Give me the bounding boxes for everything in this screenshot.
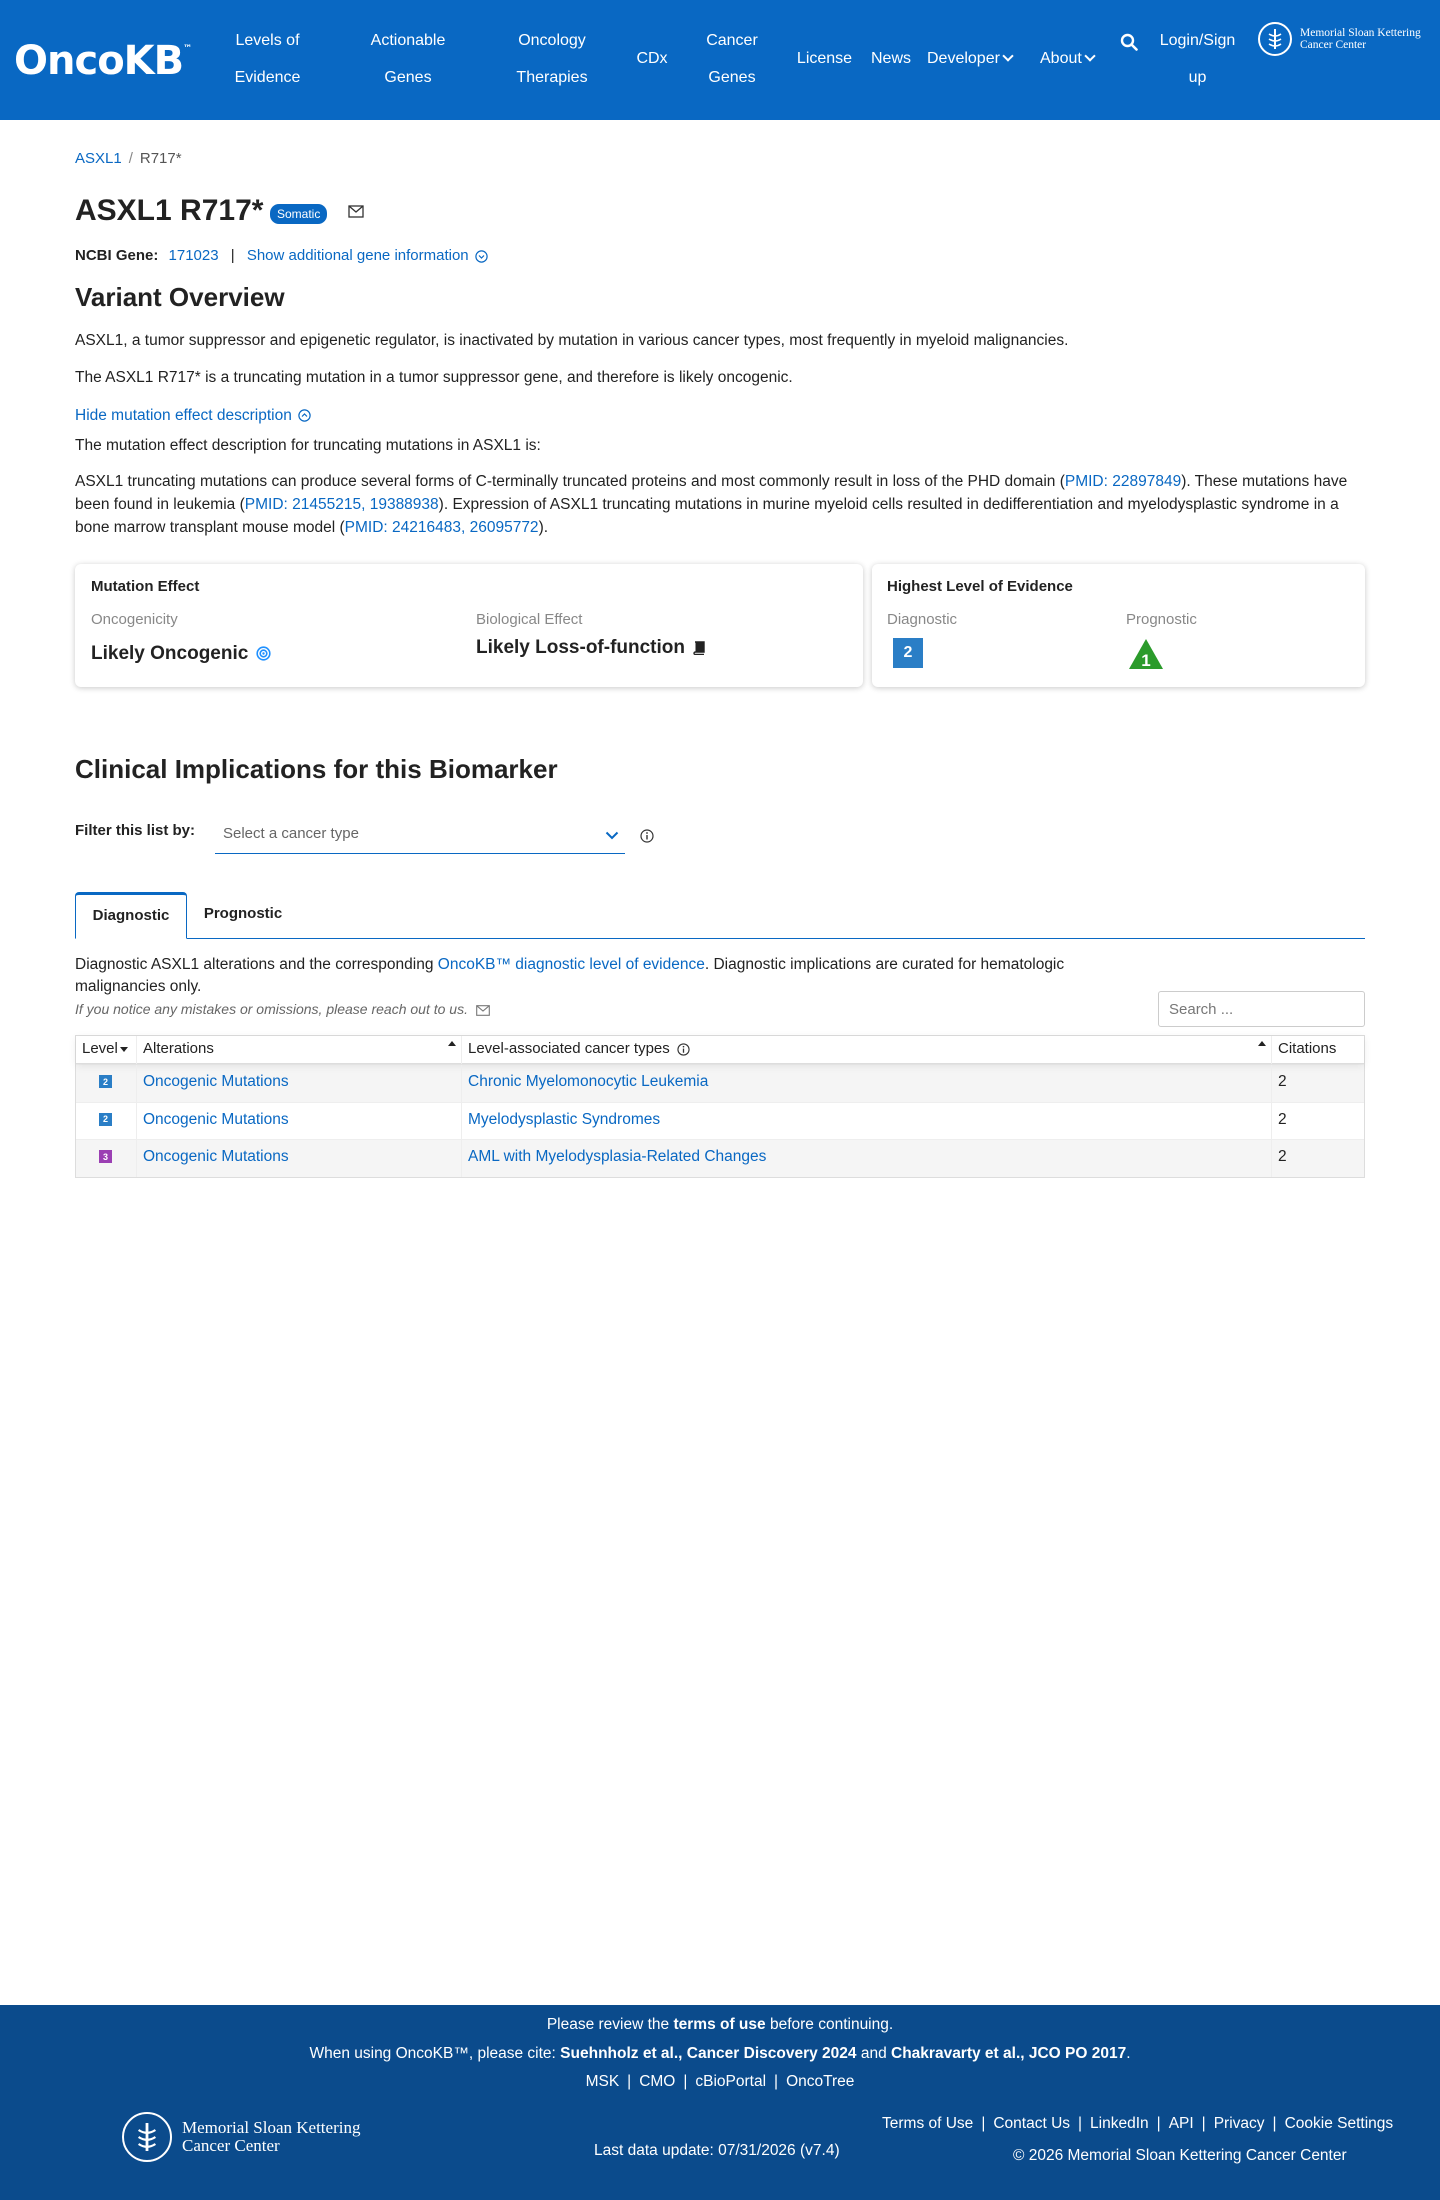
msk-name-line1: Memorial Sloan Kettering	[1300, 27, 1421, 39]
chevron-down-icon	[1084, 50, 1095, 61]
level-2-icon[interactable]: 2	[99, 1075, 112, 1088]
nav-about[interactable]	[1040, 49, 1110, 69]
table-search-input[interactable]	[1158, 991, 1365, 1027]
cite-text-2: and	[856, 2045, 892, 2062]
oncogenicity-text: Likely Oncogenic	[91, 643, 249, 664]
alteration-cell	[137, 1140, 462, 1177]
nav-developer-label: Developer	[927, 50, 1000, 67]
gene-summary: ASXL1, a tumor suppressor and epigenetic regulator, is inactivated by mutation in various cancer types, most frequently in myeloid malignancies.	[75, 332, 1069, 349]
level-2-icon[interactable]: 2	[99, 1113, 112, 1126]
col-header-citations[interactable]: Citations	[1278, 1040, 1337, 1057]
nav-oncology-therapies[interactable]	[502, 22, 602, 96]
alteration-link[interactable]: Oncogenic Mutations	[143, 1110, 289, 1128]
info-icon[interactable]	[677, 1043, 690, 1056]
level-3-icon[interactable]: 3	[99, 1150, 112, 1163]
chevron-down-icon	[1002, 50, 1013, 61]
gene-info-divider: |	[230, 247, 235, 264]
footer-link-privacy[interactable]: Privacy	[1213, 2115, 1265, 2132]
cancer-type-cell	[462, 1065, 1272, 1102]
col-header-level[interactable]	[76, 1036, 137, 1064]
citations-cell[interactable]: 2	[1278, 1110, 1287, 1128]
gene-info-line	[75, 247, 488, 264]
feedback-notice	[75, 1001, 490, 1017]
msk-name-line2: Cancer Center	[1300, 39, 1367, 51]
prognostic-level-1-icon[interactable]	[1128, 638, 1164, 670]
desc-text-4: ).	[538, 519, 549, 536]
level-cell	[76, 1065, 137, 1102]
table-row	[76, 1139, 1364, 1177]
biological-effect-value	[476, 637, 706, 659]
pmid-link[interactable]: PMID: 22897849	[1064, 473, 1182, 490]
cancer-type-placeholder: Select a cancer type	[223, 825, 359, 842]
nav-cancer-genes[interactable]	[697, 22, 767, 96]
cancer-type-select[interactable]	[215, 820, 625, 854]
mail-icon[interactable]	[476, 1005, 490, 1016]
nav-license[interactable]: License	[796, 50, 853, 67]
nav-oncology-line1: Oncology	[518, 32, 586, 49]
col-header-cancer-types-label: Level-associated cancer types	[468, 1040, 670, 1057]
alteration-cell	[137, 1065, 462, 1102]
hide-mutation-effect-label: Hide mutation effect description	[75, 407, 292, 424]
tabs-divider	[75, 938, 1365, 939]
show-gene-info-label: Show additional gene information	[246, 247, 469, 264]
mutation-effect-intro: The mutation effect description for truncating mutations in ASXL1 is:	[75, 437, 541, 454]
footer-link-cbioportal[interactable]: cBioPortal	[695, 2073, 767, 2090]
alteration-cell	[137, 1103, 462, 1140]
cancer-type-cell	[462, 1103, 1272, 1140]
filter-label: Filter this list by:	[75, 822, 196, 839]
footer-msk-logo[interactable]	[122, 2112, 360, 2162]
msk-emblem-icon	[122, 2112, 172, 2162]
feedback-notice-text: If you notice any mistakes or omissions, please reach out to us.	[75, 1001, 468, 1017]
pmid-link[interactable]: PMID: 21455215, 19388938	[244, 496, 439, 513]
desc-text-1: ASXL1 truncating mutations can produce several forms of C-terminally truncated proteins and most commonly result in loss of the PHD domain (	[75, 473, 1065, 490]
somatic-badge: Somatic	[270, 204, 327, 224]
circle-chevron-down-icon	[475, 250, 488, 263]
copyright: © 2026 Memorial Sloan Kettering Cancer Center	[1013, 2147, 1347, 2164]
alteration-link[interactable]: Oncogenic Mutations	[143, 1073, 289, 1090]
mutation-effect-description	[75, 470, 1365, 539]
footer-link-api[interactable]: API	[1168, 2115, 1194, 2132]
highest-level-heading: Highest Level of Evidence	[887, 578, 1073, 595]
biological-effect-text: Likely Loss-of-function	[476, 637, 685, 658]
footer	[0, 2005, 1440, 2200]
prognostic-level-label: Prognostic	[1126, 611, 1197, 628]
citations-cell[interactable]: 2	[1278, 1073, 1287, 1090]
sort-desc-icon	[120, 1047, 128, 1052]
clinical-implications-heading: Clinical Implications for this Biomarker	[75, 754, 558, 784]
highest-level-card	[872, 564, 1365, 687]
footer-link-contact[interactable]: Contact Us	[993, 2115, 1071, 2132]
logo-text: OncoKB	[14, 38, 184, 84]
diagnostic-description	[75, 954, 1075, 998]
variant-summary: The ASXL1 R717* is a truncating mutation in a tumor suppressor gene, and therefore is likely oncogenic.	[75, 369, 793, 386]
diagnostic-level-link[interactable]: OncoKB™ diagnostic level of evidence	[437, 956, 705, 973]
nav-actionable-line1: Actionable	[370, 32, 446, 49]
col-header-cancer-types[interactable]	[462, 1036, 1272, 1064]
footer-link-terms[interactable]: Terms of Use	[882, 2115, 974, 2132]
oncogenicity-label: Oncogenicity	[91, 611, 178, 628]
table-row	[76, 1064, 1364, 1102]
biological-effect-label: Biological Effect	[476, 611, 583, 628]
nav-cancer-line1: Cancer	[706, 32, 758, 49]
last-data-update: Last data update: 07/31/2026 (v7.4)	[594, 2142, 840, 2159]
footer-link-cookie-settings[interactable]: Cookie Settings	[1284, 2115, 1394, 2132]
nav-login[interactable]	[1150, 22, 1245, 96]
variant-overview-heading: Variant Overview	[75, 282, 285, 312]
msk-emblem-icon	[1258, 22, 1292, 56]
hide-mutation-effect-link-row	[75, 404, 1365, 427]
nav-oncology-line2: Therapies	[516, 69, 588, 86]
breadcrumb-variant: R717*	[139, 150, 182, 167]
citation-link[interactable]: Chakravarty et al., JCO PO 2017	[891, 2045, 1127, 2062]
info-icon[interactable]	[640, 829, 654, 843]
logo-tm: ™	[183, 44, 192, 54]
footer-divider: |	[627, 2073, 632, 2090]
oncokb-logo[interactable]	[14, 38, 191, 84]
footer-links-bottom	[882, 2115, 1393, 2133]
chevron-down-icon	[605, 831, 619, 840]
nav-levels-of-evidence[interactable]	[220, 22, 315, 96]
diagnostic-level-label: Diagnostic	[887, 611, 958, 628]
footer-msk-line1: Memorial Sloan Kettering	[182, 2118, 361, 2137]
nav-actionable-line2: Genes	[384, 69, 432, 86]
desc-text-2: ). These mutations have been found in leukemia (	[75, 473, 1348, 513]
mail-icon[interactable]	[348, 205, 364, 218]
cite-text-1: When using OncoKB™, please cite:	[309, 2045, 561, 2062]
cancer-type-link[interactable]: Chronic Myelomonocytic Leukemia	[468, 1073, 709, 1090]
footer-divider: |	[683, 2073, 688, 2090]
ncbi-gene-link[interactable]: 171023	[168, 247, 219, 264]
cancer-type-link[interactable]: Myelodysplastic Syndromes	[468, 1110, 661, 1128]
col-header-level-label: Level	[82, 1040, 118, 1057]
ncbi-gene-label: NCBI Gene:	[75, 247, 159, 264]
breadcrumb	[75, 150, 182, 167]
cancer-type-cell	[462, 1140, 1272, 1177]
terms-of-use-link[interactable]: terms of use	[673, 2016, 766, 2033]
hide-mutation-effect-link[interactable]	[75, 407, 311, 424]
footer-link-linkedin[interactable]: LinkedIn	[1090, 2115, 1149, 2132]
footer-divider: |	[1201, 2115, 1206, 2132]
nav-login-line2: up	[1188, 69, 1207, 86]
diagnostic-desc-text-1: Diagnostic ASXL1 alterations and the corresponding	[75, 956, 438, 973]
nav-cdx[interactable]: CDx	[636, 50, 668, 67]
level-cell	[76, 1140, 137, 1177]
oncogenic-target-icon	[256, 646, 271, 661]
nav-news[interactable]: News	[870, 50, 911, 67]
footer-divider: |	[1156, 2115, 1161, 2132]
citation-notice	[0, 2045, 1440, 2063]
msk-logo[interactable]	[1258, 22, 1421, 56]
col-header-alterations[interactable]	[137, 1036, 462, 1064]
circle-chevron-up-icon	[298, 409, 311, 422]
footer-divider: |	[1078, 2115, 1083, 2132]
footer-divider: |	[774, 2073, 779, 2090]
nav-actionable-genes[interactable]	[358, 22, 458, 96]
breadcrumb-gene-link[interactable]: ASXL1	[75, 150, 122, 167]
diagnostic-level-2-icon[interactable]: 2	[893, 638, 923, 668]
footer-link-cmo[interactable]: CMO	[639, 2073, 676, 2090]
nav-levels-line1: Levels of	[235, 32, 300, 49]
nav-login-line1: Login/Sign	[1159, 32, 1236, 49]
alteration-link[interactable]: Oncogenic Mutations	[143, 1148, 289, 1165]
footer-link-msk[interactable]: MSK	[585, 2073, 620, 2090]
breadcrumb-separator: /	[128, 150, 133, 167]
footer-divider: |	[981, 2115, 986, 2132]
desc-text-3: ). Expression of ASXL1 truncating mutations in murine myeloid cells resulted in dedifferentiation and myelodysplastic syndrome in a bone marrow transplant mouse model (	[75, 496, 1339, 536]
nav-levels-line2: Evidence	[234, 69, 301, 86]
level-cell	[76, 1103, 137, 1140]
page-title: ASXL1 R717*	[75, 194, 264, 227]
implications-table	[75, 1035, 1365, 1178]
sort-asc-icon	[448, 1041, 456, 1046]
nav-developer[interactable]	[927, 49, 1027, 69]
terms-notice	[0, 2016, 1440, 2034]
footer-links-top	[0, 2073, 1440, 2091]
table-header	[76, 1036, 1364, 1064]
terms-text-1: Please review the	[546, 2016, 674, 2033]
cite-text-3: .	[1126, 2045, 1131, 2062]
terms-text-2: before continuing.	[765, 2016, 894, 2033]
citation-link[interactable]: Suehnholz et al., Cancer Discovery 2024	[560, 2045, 857, 2062]
nav-cancer-line2: Genes	[708, 69, 756, 86]
tab-prognostic[interactable]: Prognostic	[203, 905, 283, 922]
table-row	[76, 1102, 1364, 1140]
footer-divider: |	[1272, 2115, 1277, 2132]
col-header-alterations-label: Alterations	[143, 1040, 214, 1057]
top-navbar	[0, 0, 1440, 120]
show-gene-info-link[interactable]	[247, 247, 488, 264]
diagnostic-desc-text-2: . Diagnostic implications are curated for hematologic malignancies only.	[75, 956, 1065, 995]
mutation-effect-heading: Mutation Effect	[91, 578, 200, 595]
tab-diagnostic[interactable]: Diagnostic	[75, 892, 187, 939]
citations-cell[interactable]: 2	[1278, 1148, 1287, 1165]
search-icon[interactable]	[1120, 33, 1138, 51]
sort-asc-icon	[1258, 1041, 1266, 1046]
oncogenicity-value	[91, 643, 271, 665]
cancer-type-link[interactable]: AML with Myelodysplasia-Related Changes	[468, 1148, 767, 1165]
mutation-effect-card	[75, 564, 863, 687]
footer-link-oncotree[interactable]: OncoTree	[786, 2073, 855, 2090]
nav-about-label: About	[1040, 50, 1082, 67]
prognostic-level-number: 1	[1141, 651, 1151, 670]
book-icon[interactable]	[692, 641, 706, 655]
pmid-link[interactable]: PMID: 24216483, 26095772	[344, 519, 539, 536]
footer-msk-line2: Cancer Center	[182, 2136, 280, 2155]
